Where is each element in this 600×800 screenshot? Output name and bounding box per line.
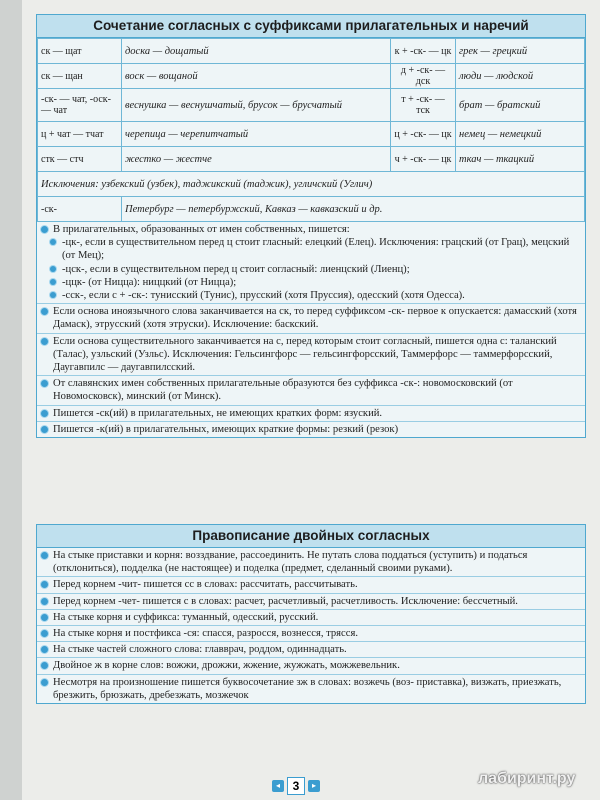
bullet-icon xyxy=(41,598,48,605)
example-cell: Петербург — петербуржский, Кавказ — кавказский и др. xyxy=(122,197,585,222)
bullet-icon xyxy=(41,410,48,417)
rule-text: На стыке частей сложного слова: главврач, роддом, одиннадцать. xyxy=(53,644,347,656)
page-number: 3 xyxy=(287,777,305,795)
bullet-icon xyxy=(41,226,48,233)
suffix-cell: к + -ск- — цк xyxy=(391,39,456,64)
bullet-icon xyxy=(41,426,48,433)
list-item xyxy=(37,674,585,703)
bullet-icon xyxy=(41,581,48,588)
bullet-icon xyxy=(41,662,48,669)
sub-item xyxy=(53,289,581,302)
rules-list xyxy=(37,222,585,437)
rule-text: Перед корнем -чет- пишется с в словах: расчет, расчетливый, расчетливость. Исключение: бессчетный. xyxy=(53,595,518,607)
rule-text: Пишется -ск(ий) в прилагательных, не имеющих кратких форм: язуский. xyxy=(53,407,383,419)
next-arrow-icon: ▸ xyxy=(308,780,320,792)
rule-text: От славянских имен собственных прилагательные образуются без суффикса -ск-: новомосковский (от Новомосковск), минский (от Минск). xyxy=(53,378,513,403)
table-row xyxy=(38,64,585,89)
sub-item xyxy=(53,276,581,289)
list-item xyxy=(37,333,585,376)
suffix-cell: ск — щат xyxy=(38,39,122,64)
bullet-icon xyxy=(50,239,56,245)
rule-text: -сск-, если с + -ск-: тунисский (Тунис), прусский (хотя Пруссия), одесский (хотя Одесса). xyxy=(62,290,465,302)
rule-text: На стыке корня и постфикса -ся: спасся, разросся, вознесся, трясся. xyxy=(53,628,358,640)
double-consonants-section xyxy=(36,524,586,704)
section-title: Правописание двойных согласных xyxy=(37,525,585,548)
list-item xyxy=(37,421,585,437)
rule-text: Несмотря на произношение пишется буквосочетание зж в словах: возжечь (воз- приставка), визжать, приезжать, брезжить, брюзжать, дребезжать, мозжечок xyxy=(53,676,562,701)
consonant-suffix-section xyxy=(36,14,586,438)
list-item xyxy=(37,548,585,576)
bullet-icon xyxy=(41,630,48,637)
example-cell: грек — грецкий xyxy=(456,39,585,64)
example-cell: ткач — ткацкий xyxy=(456,147,585,172)
watermark: лабиринт.ру xyxy=(478,770,576,787)
list-item xyxy=(37,576,585,592)
section-title: Сочетание согласных с суффиксами прилагательных и наречий xyxy=(37,15,585,38)
example-cell: черепица — черепитчатый xyxy=(122,122,391,147)
bullet-icon xyxy=(41,380,48,387)
rule-text: Пишется -к(ий) в прилагательных, имеющих краткие формы: резкий (резок) xyxy=(53,423,399,435)
rule-text: Если основа существительного заканчивается на с, перед которым стоит согласный, пишется одна с: таланский (Талас), узльский (Узльс). Исключения: Гельсингфорс — гельсингфорсский, Таммерфорс — таммерфорсский, Даугавпилс — даугавпилсский. xyxy=(53,335,557,374)
bullet-icon xyxy=(50,292,56,298)
rules-list xyxy=(37,548,585,703)
rule-text: Перед корнем -чит- пишется сс в словах: рассчитать, рассчитывать. xyxy=(53,579,358,591)
table-row xyxy=(38,197,585,222)
rule-text: В прилагательных, образованных от имен собственных, пишется: xyxy=(53,224,350,235)
example-cell: жестко — жестче xyxy=(122,147,391,172)
textbook-page xyxy=(22,0,600,800)
rule-text: -цк-, если в существительном перед ц стоит гласный: елецкий (Елец). Исключения: грацский (от Грац), мецский (от Мец); xyxy=(62,237,570,262)
rule-text: На стыке приставки и корня: возздвание, рассоединить. Не путать слова поддаться (уступить) и податься (отклониться), подделка (не настоящее) и поделка (предмет, сделанный своими руками). xyxy=(53,550,528,575)
example-cell: доска — дощатый xyxy=(122,39,391,64)
bullet-icon xyxy=(41,552,48,559)
example-cell: немец — немецкий xyxy=(456,122,585,147)
suffix-cell: д + -ск- — дск xyxy=(391,64,456,89)
bullet-icon xyxy=(50,279,56,285)
list-item xyxy=(37,657,585,673)
list-item xyxy=(37,375,585,404)
table-row xyxy=(38,147,585,172)
bullet-icon xyxy=(41,679,48,686)
rule-text: На стыке корня и суффикса: туманный, одесский, русский. xyxy=(53,611,319,623)
example-cell: люди — людской xyxy=(456,64,585,89)
list-item xyxy=(37,625,585,641)
suffix-cell: т + -ск- — тск xyxy=(391,89,456,122)
sub-item xyxy=(53,236,581,262)
prev-arrow-icon: ◂ xyxy=(272,780,284,792)
rule-text: -цск-, если в существительном перед ц стоит согласный: лиенцский (Лиенц); xyxy=(62,263,410,275)
suffix-cell: ск — щан xyxy=(38,64,122,89)
bullet-icon xyxy=(41,614,48,621)
bullet-icon xyxy=(41,308,48,315)
rule-text: Двойное ж в корне слов: вожжи, дрожжи, жжение, жужжать, можжевельник. xyxy=(53,660,400,672)
bullet-icon xyxy=(50,266,56,272)
list-item xyxy=(37,641,585,657)
list-item xyxy=(37,405,585,421)
table-row xyxy=(38,122,585,147)
sub-item xyxy=(53,263,581,276)
bullet-icon xyxy=(41,646,48,653)
list-item xyxy=(37,593,585,609)
suffix-cell: ц + -ск- — цк xyxy=(391,122,456,147)
rule-text: -ццк- (от Ницца): ниццкий (от Ницца); xyxy=(62,276,237,288)
exceptions-cell: Исключения: узбекский (узбек), таджикский (таджик), угличский (Углич) xyxy=(38,172,585,197)
suffix-cell: -ск- xyxy=(38,197,122,222)
example-cell: воск — вощаной xyxy=(122,64,391,89)
example-cell: брат — братский xyxy=(456,89,585,122)
list-item xyxy=(37,609,585,625)
list-item xyxy=(37,222,585,303)
suffix-cell: -ск- — чат, -оск- — чат xyxy=(38,89,122,122)
suffix-table xyxy=(37,38,585,222)
table-row xyxy=(38,172,585,197)
table-row xyxy=(38,39,585,64)
page-number-block xyxy=(272,777,320,795)
example-cell: веснушка — веснушчатый, брусок — брусчатый xyxy=(122,89,391,122)
rule-text: Если основа иноязычного слова заканчивается на ск, то перед суффиксом -ск- первое к опускается: дамасский (хотя Дамаск), этрусский (хотя этруски). Исключение: баскский. xyxy=(53,306,577,331)
suffix-cell: ц + чат — тчат xyxy=(38,122,122,147)
table-row xyxy=(38,89,585,122)
suffix-cell: стк — стч xyxy=(38,147,122,172)
list-item xyxy=(37,303,585,332)
bullet-icon xyxy=(41,338,48,345)
suffix-cell: ч + -ск- — цк xyxy=(391,147,456,172)
